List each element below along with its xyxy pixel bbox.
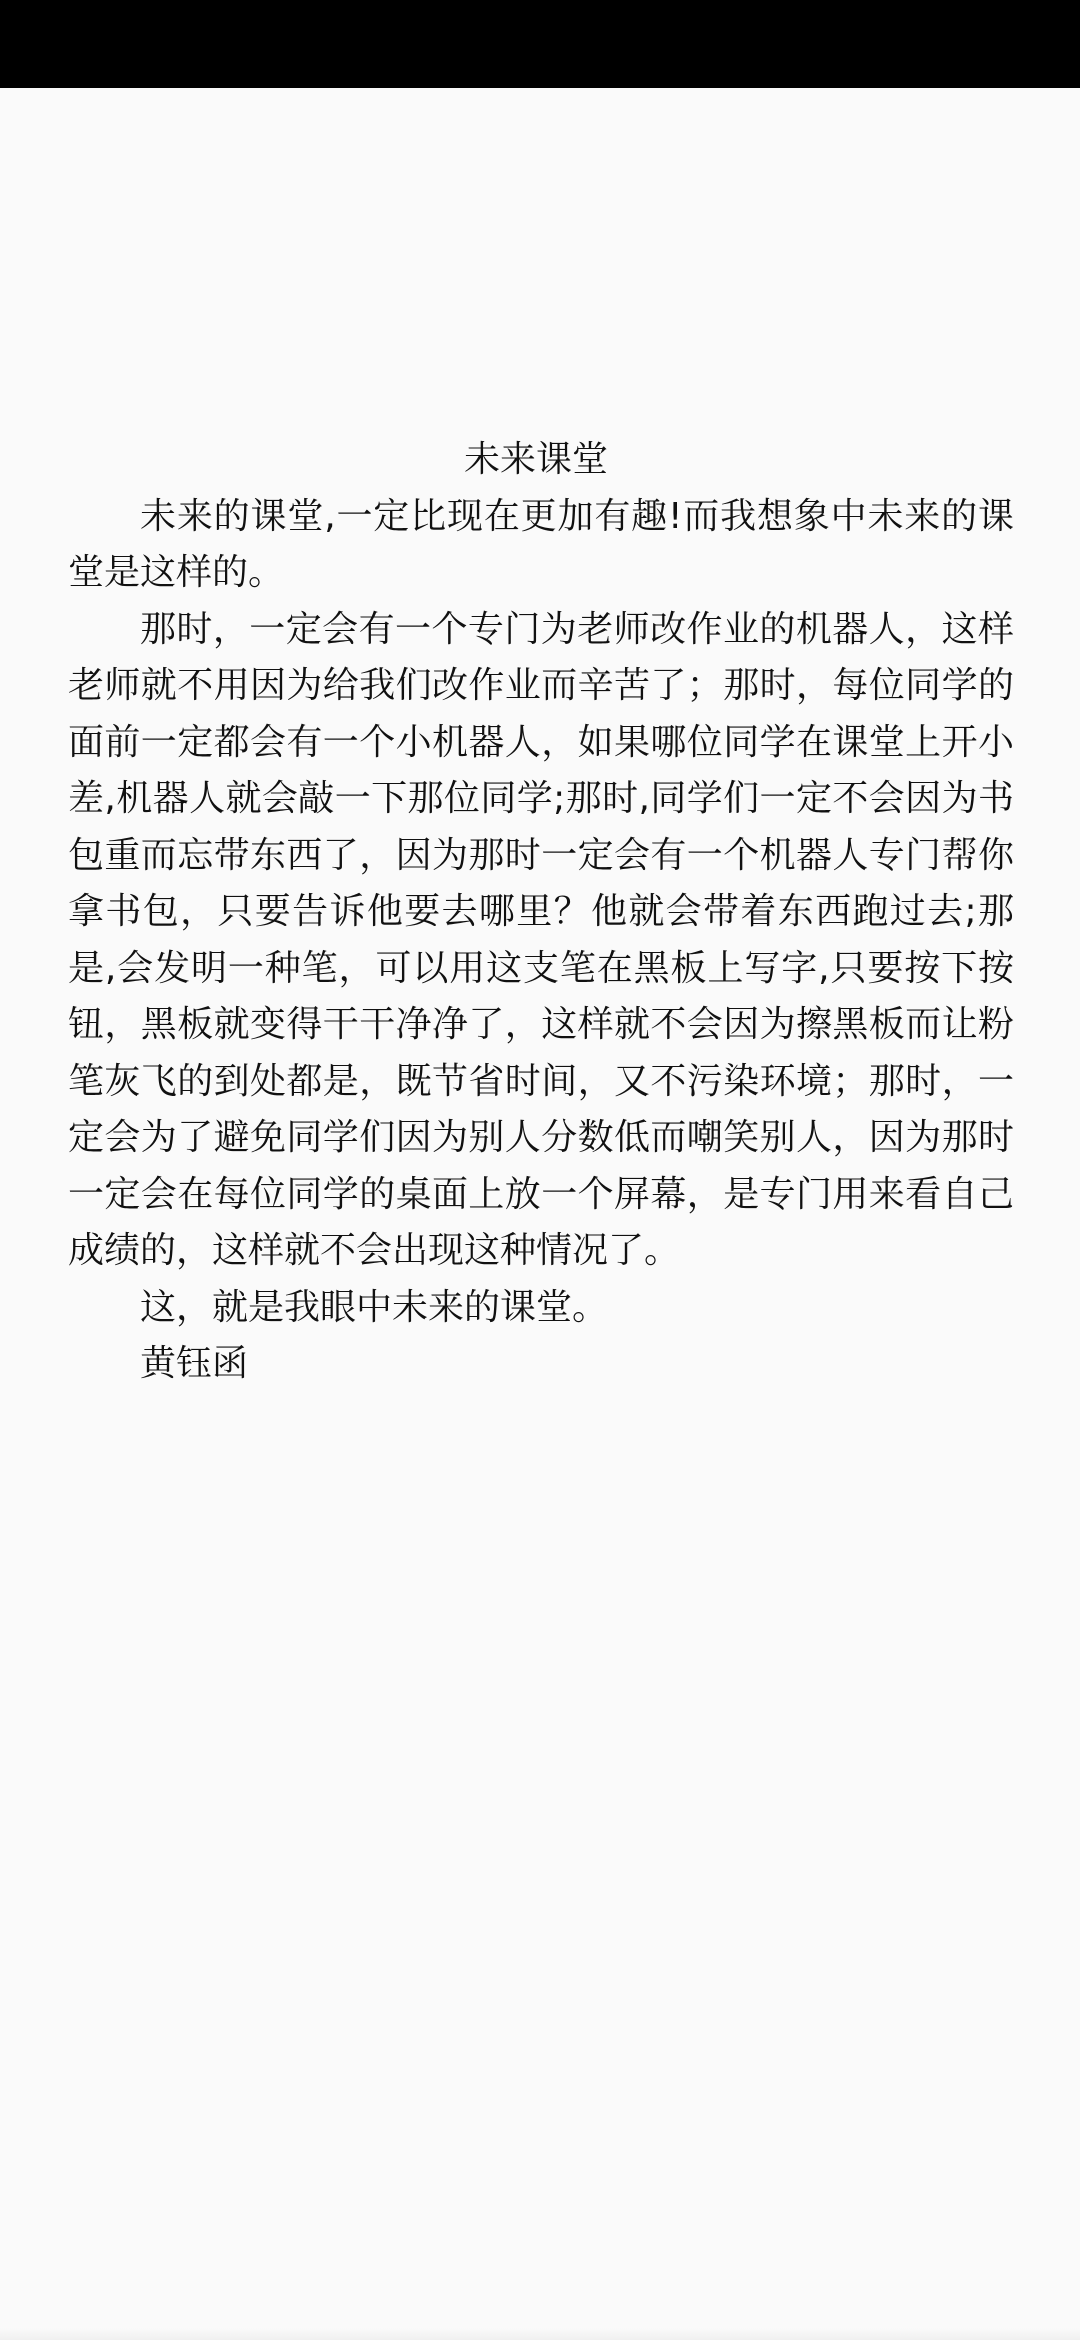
status-bar <box>0 0 1080 88</box>
author-name: 黄钰函 <box>140 1343 249 1384</box>
essay-body <box>68 432 1014 1393</box>
paragraph-2: 那时，一定会有一个专门为老师改作业的机器人，这样老师就不用因为给我们改作业而辛苦了；那时，每位同学的面前一定都会有一个小机器人，如果哪位同学在课堂上开小差,机器人就会敲一下那位同学;那时,同学们一定不会因为书包重而忘带东西了，因为那时一定会有一个机器人专门帮你拿书包，只要告诉他要去哪里？他就会带着东西跑过去;那是,会发明一种笔，可以用这支笔在黑板上写字,只要按下按钮，黑板就变得干干净净了，这样就不会因为擦黑板而让粉笔灰飞的到处都是，既节省时间，又不污染环境；那时，一定会为了避免同学们因为别人分数低而嘲笑别人，因为那时一定会在每位同学的桌面上放一个屏幕，是专门用来看自己成绩的，这样就不会出现这种情况了。 <box>68 608 1014 1271</box>
document-page <box>0 88 1080 2340</box>
essay-title: 未来课堂 <box>463 439 608 480</box>
paragraph-3: 这，就是我眼中未来的课堂。 <box>140 1286 609 1328</box>
bottom-edge <box>0 2328 1080 2340</box>
paragraph-1: 未来的课堂,一定比现在更加有趣!而我想象中未来的课堂是这样的。 <box>68 495 1014 593</box>
